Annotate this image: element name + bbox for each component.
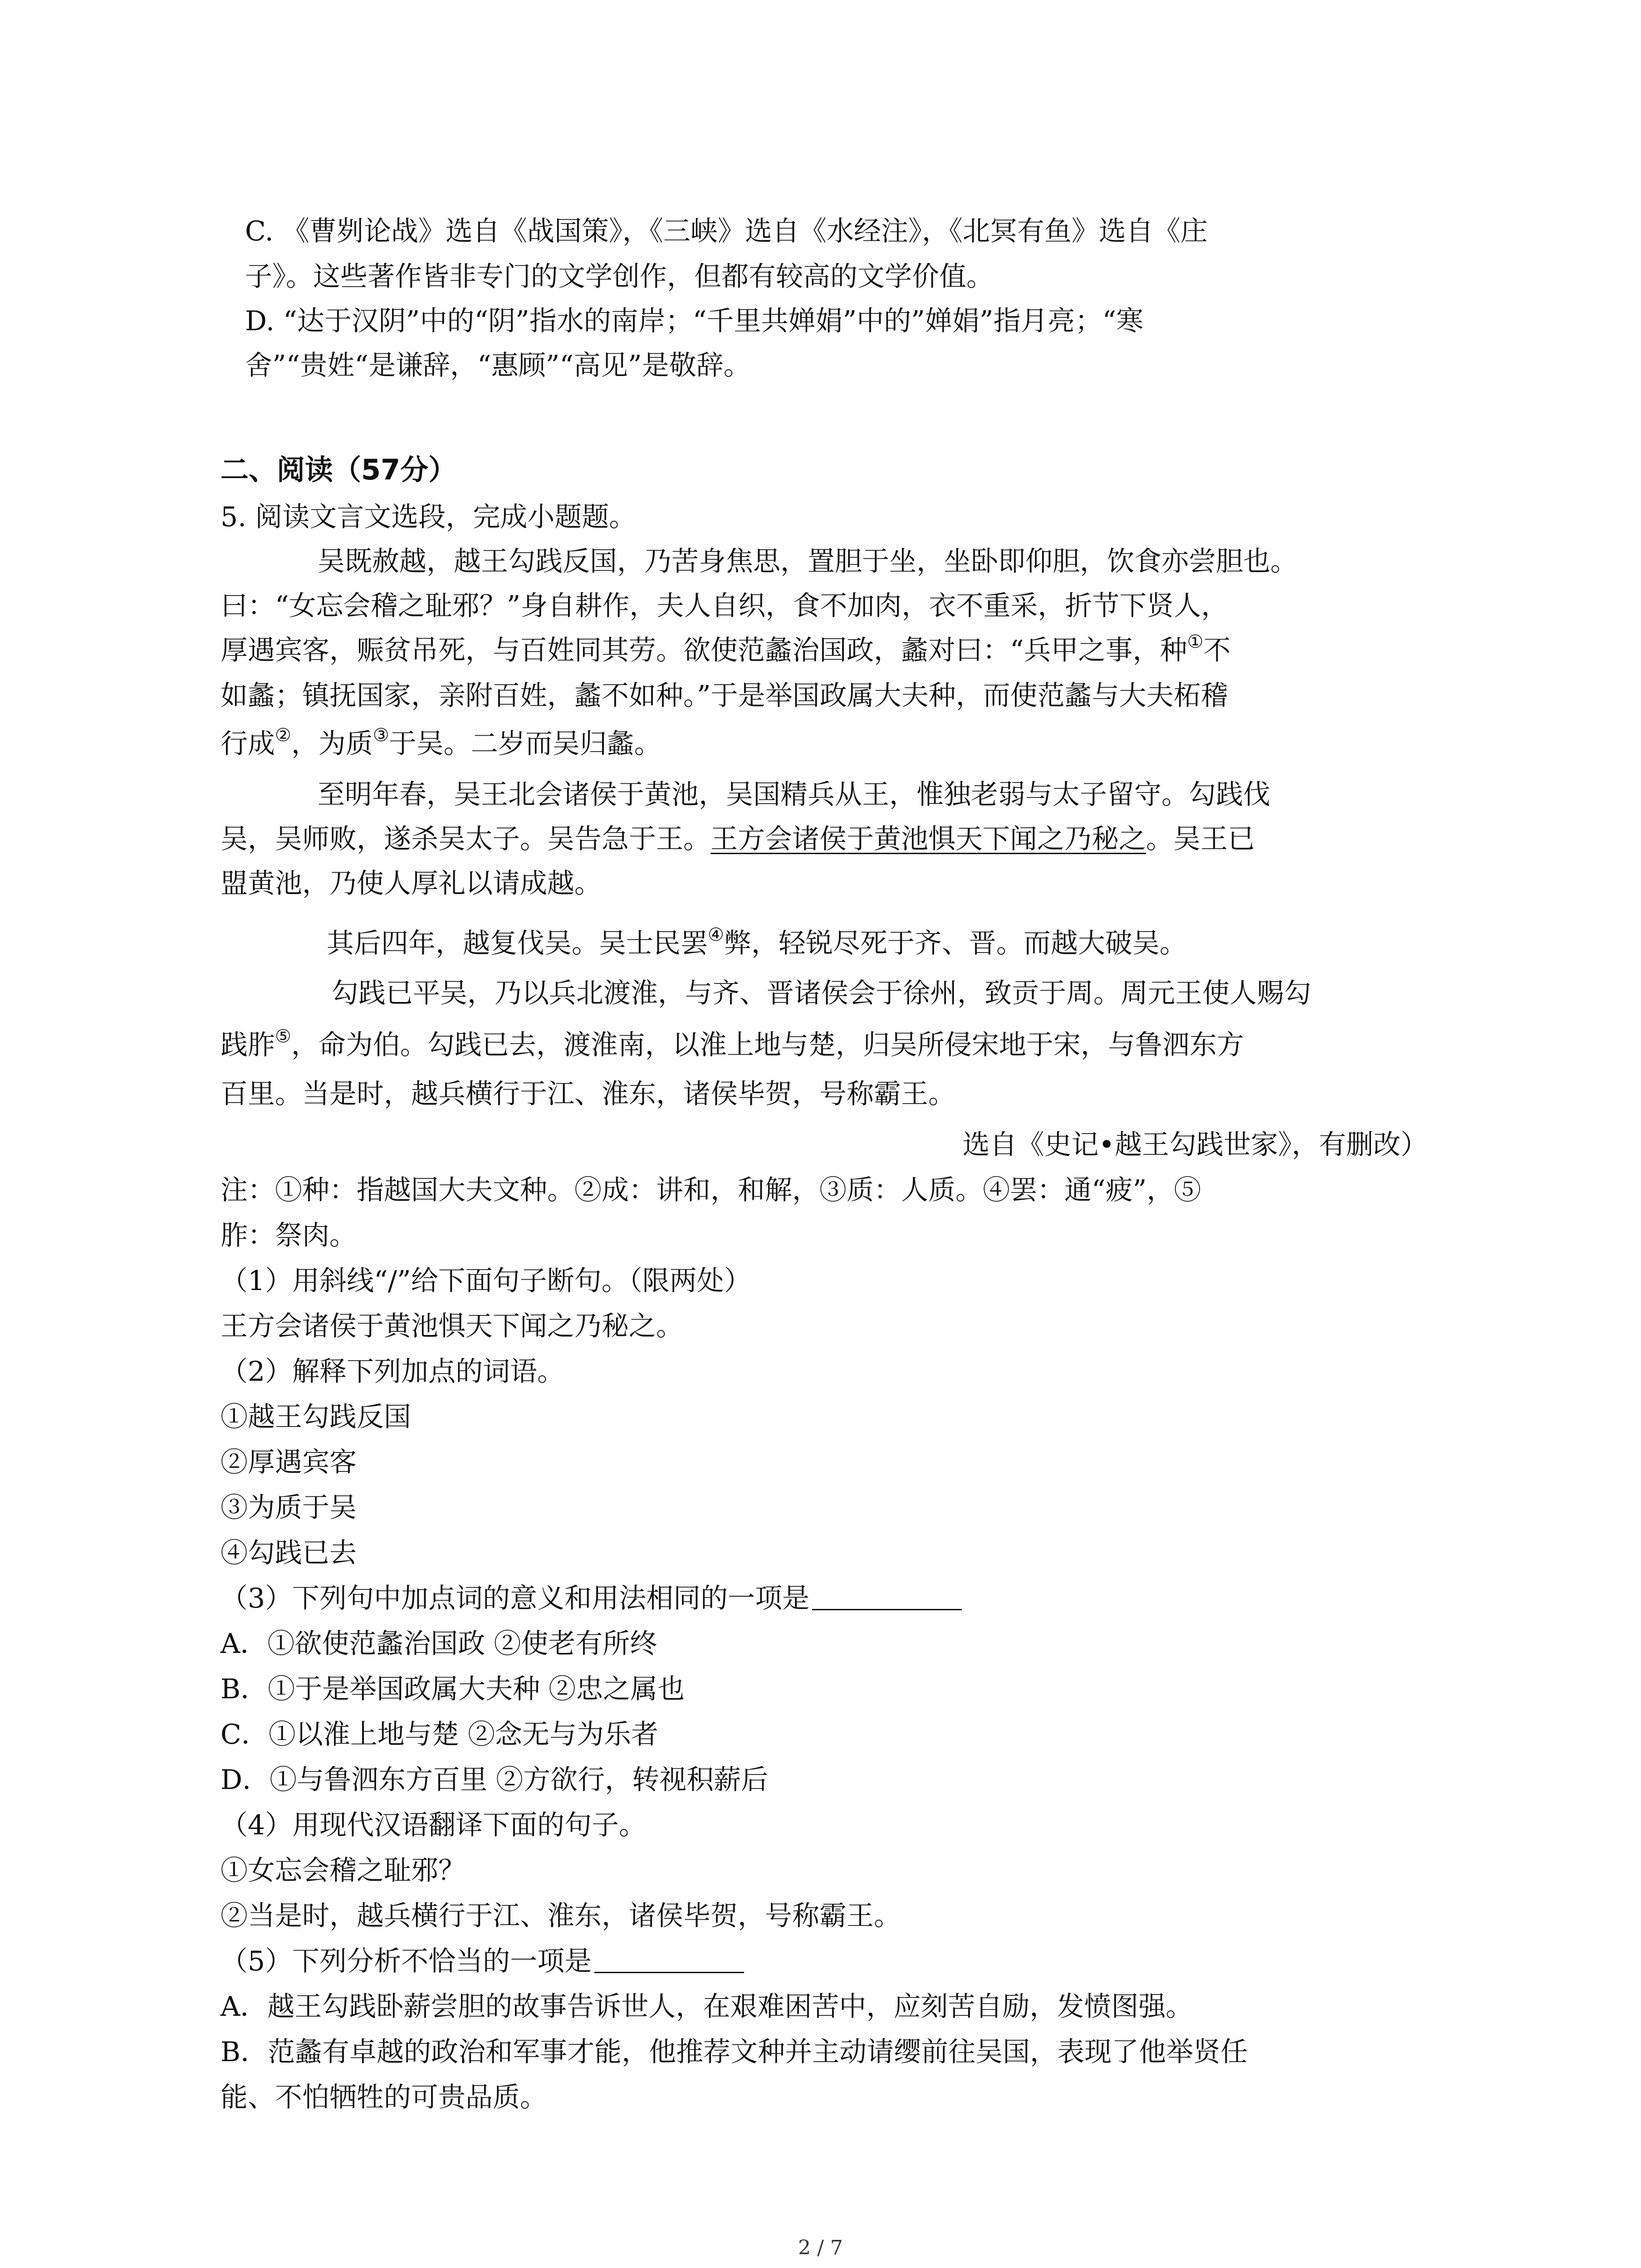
- sub-question-2-item: ②厚遇宾客: [220, 1447, 357, 1478]
- option-d-line2: 舍”“贵姓“是谦辞，“惠顾”“高见”是敬辞。: [245, 350, 751, 381]
- footnote-mark-4: ④: [708, 924, 724, 945]
- footnote-mark-3: ③: [372, 725, 389, 746]
- passage-p3: 其后四年，越复伐吴。吴士民罢④弊，轻锐尽死于齐、晋。而越大破吴。: [327, 924, 1187, 959]
- notes-line1: 注：①种：指越国大夫文种。②成：讲和，和解，③质：人质。④罢：通“疲”，⑤: [220, 1174, 1201, 1206]
- sub-question-5-option: A．越王勾践卧薪尝胆的故事告诉世人，在艰难困苦中，应刻苦自励，发愤图强。: [220, 1991, 1193, 2023]
- sub-question-4-item: ①女忘会稽之耻邪？: [220, 1855, 465, 1887]
- sub-question-5-option: B．范蠡有卓越的政治和军事才能，他推荐文种并主动请缨前往吴国，表现了他举贤任: [220, 2036, 1248, 2068]
- page-number: 2 / 7: [798, 2236, 843, 2259]
- passage-p2-line1: 至明年春，吴王北会诸侯于黄池，吴国精兵从王，惟独老弱与太子留守。勾践伐: [318, 779, 1270, 811]
- section-heading: 二、阅读（57分）: [220, 453, 457, 486]
- passage-p1-line5: 行成②，为质③于吴。二岁而吴归蠡。: [220, 725, 661, 760]
- sub-question-4: （4）用现代汉语翻译下面的句子。: [220, 1809, 647, 1841]
- option-c-line1: C. 《曹刿论战》选自《战国策》，《三峡》选自《水经注》，《北冥有鱼》选自《庄: [245, 215, 1208, 247]
- option-d-line1: D. “达于汉阴”中的“阴”指水的南岸；“千里共婵娟”中的”婵娟”指月亮；“寒: [245, 305, 1144, 337]
- sub-question-3-option: B．①于是举国政属大夫种 ②忠之属也: [220, 1673, 685, 1705]
- notes-line2: 胙：祭肉。: [220, 1220, 357, 1251]
- footnote-mark-2: ②: [275, 725, 291, 746]
- option-c-line2: 子》。这些著作皆非专门的文学创作，但都有较高的文学价值。: [245, 261, 994, 293]
- footnote-mark-5: ⑤: [275, 1026, 291, 1047]
- passage-p2-line3: 盟黄池，乃使人厚礼以请成越。: [220, 868, 602, 899]
- sub-question-5: （5）下列分析不恰当的一项是: [220, 1943, 1427, 1980]
- passage-p1-line2: 曰：“女忘会稽之耻邪？”身自耕作，夫人自织，食不加肉，衣不重采，折节下贤人，: [220, 590, 1229, 622]
- sub-question-1-sentence: 王方会诸侯于黄池惧天下闻之乃秘之。: [220, 1310, 683, 1342]
- sub-question-1: （1）用斜线“/”给下面句子断句。（限两处）: [220, 1265, 751, 1297]
- sub-question-2-item: ③为质于吴: [220, 1492, 357, 1524]
- passage-p1-line4: 如蠡；镇抚国家，亲附百姓，蠡不如种。”于是举国政属大夫种，而使范蠡与大夫柘稽: [220, 680, 1228, 712]
- passage-p1-line1: 吴既赦越，越王勾践反国，乃苦身焦思，置胆于坐，坐卧即仰胆，饮食亦尝胆也。: [318, 546, 1298, 577]
- sub-question-3-option: A．①欲使范蠡治国政 ②使老有所终: [220, 1628, 657, 1660]
- passage-p4-line2: 践胙⑤，命为伯。勾践已去，渡淮南，以淮上地与楚，归吴所侵宋地于宋，与鲁泗东方: [220, 1026, 1244, 1061]
- sub-question-2-item: ④勾践已去: [220, 1537, 357, 1569]
- answer-blank: [594, 1945, 744, 1973]
- passage-p2-line2: 吴，吴师败，遂杀吴太子。吴告急于王。王方会诸侯于黄池惧天下闻之乃秘之。吴王已: [220, 823, 1255, 855]
- sub-question-2-item: ①越王勾践反国: [220, 1401, 411, 1433]
- sub-question-5-option: 能、不怕牺牲的可贵品质。: [220, 2082, 547, 2113]
- sub-question-3-option: C．①以淮上地与楚 ②念无与为乐者: [220, 1719, 658, 1750]
- sub-question-4-item: ②当是时，越兵横行于江、淮东，诸侯毕贺，号称霸王。: [220, 1900, 901, 1932]
- sub-question-3-option: D．①与鲁泗东方百里 ②方欲行，转视积薪后: [220, 1764, 769, 1796]
- answer-blank: [812, 1582, 962, 1610]
- passage-source: 选自《史记•越王勾践世家》，有删改）: [962, 1129, 1428, 1161]
- passage-p1-line3: 厚遇宾客，赈贫吊死，与百姓同其劳。欲使范蠡治国政，蠡对曰：“兵甲之事，种①不: [220, 631, 1231, 666]
- question-5-intro: 5. 阅读文言文选段，完成小题题。: [220, 501, 637, 533]
- passage-p4-line1: 勾践已平吴，乃以兵北渡淮，与齐、晋诸侯会于徐州，致贡于周。周元王使人赐勾: [331, 978, 1311, 1009]
- passage-p4-line3: 百里。当是时，越兵横行于江、淮东，诸侯毕贺，号称霸王。: [220, 1078, 955, 1110]
- underlined-sentence: 王方会诸侯于黄池惧天下闻之乃秘之: [710, 823, 1146, 855]
- sub-question-2: （2）解释下列加点的词语。: [220, 1356, 565, 1388]
- sub-question-3: （3）下列句中加点词的意义和用法相同的一项是: [220, 1580, 1427, 1617]
- footnote-mark-1: ①: [1187, 631, 1204, 652]
